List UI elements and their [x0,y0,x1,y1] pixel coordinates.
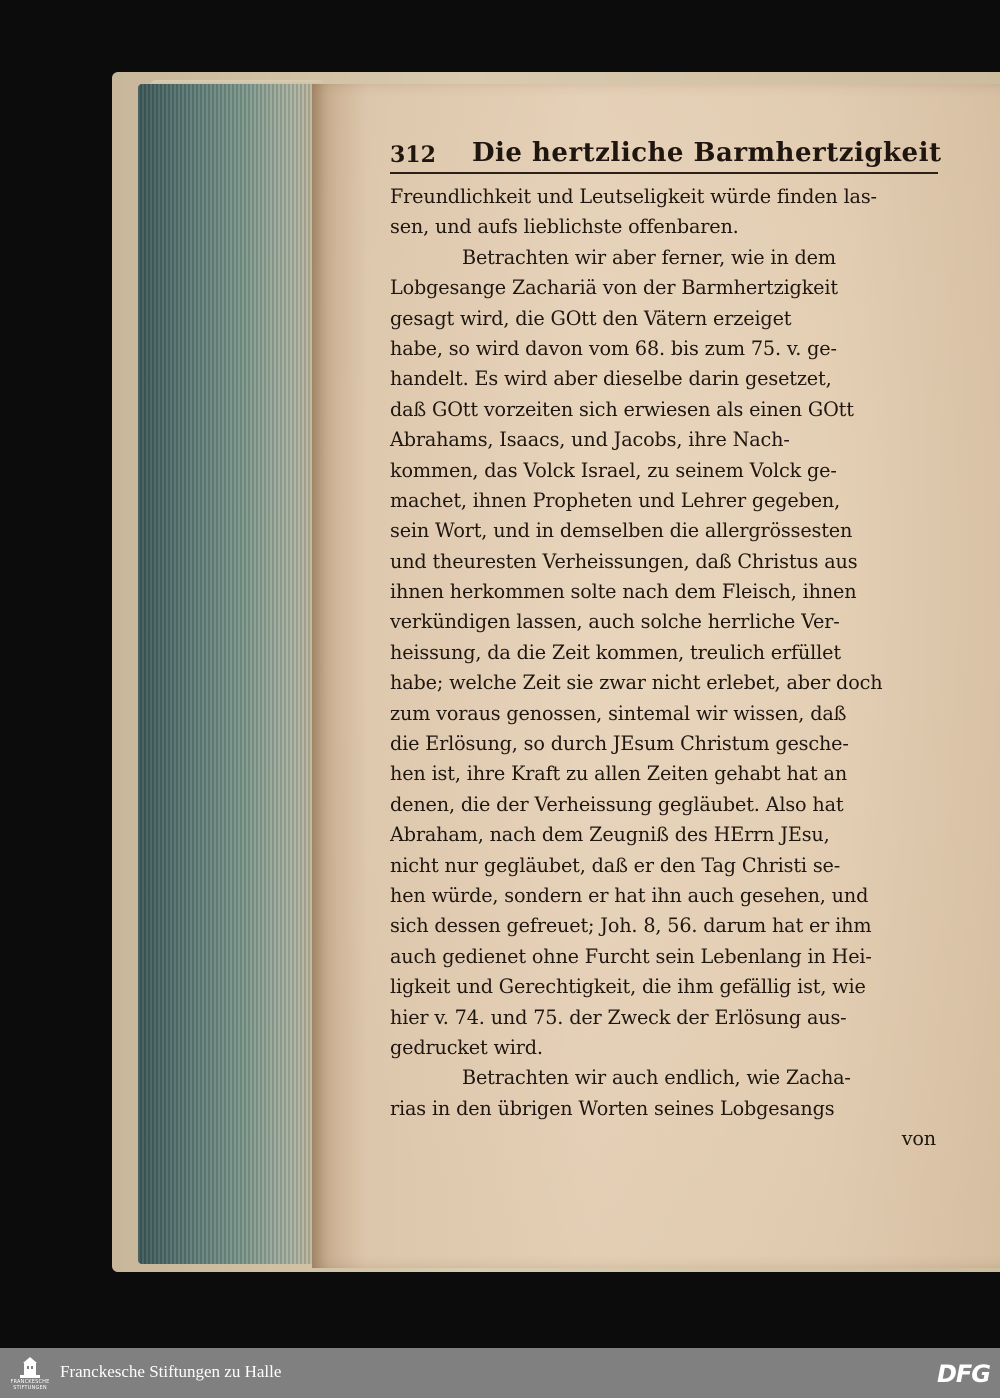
logo-caption: FRANCKESCHE STIFTUNGEN [10,1379,50,1391]
text-line: Freundlichkeit und Leutseligkeit würde finden las- [390,185,877,208]
text-line: Lobgesange Zachariä von der Barmhertzigkeit [390,276,838,300]
text-line: denen, die der Verheissung gegläubet. Also hat [390,792,844,816]
text-line: hen würde, sondern er hat ihn auch gesehen, und [390,883,869,907]
text-line: hier v. 74. und 75. der Zweck der Erlösung aus- [390,1005,847,1029]
footer-bar [0,1348,1000,1398]
text-line: und theuresten Verheissungen, daß Christus aus [390,549,858,573]
header-rule [390,172,938,174]
text-line: Betrachten wir auch endlich, wie Zacha- [462,1066,851,1090]
text-line: verkündigen lassen, auch solche herrliche Ver- [390,610,840,634]
page-header [390,132,950,174]
text-line: kommen, das Volck Israel, zu seinem Volck ge- [390,458,837,482]
text-line: handelt. Es wird aber dieselbe darin gesetzet, [390,367,832,391]
text-line: nicht nur gegläubet, daß er den Tag Christi se- [390,853,841,877]
text-line: Abrahams, Isaacs, und Jacobs, ihre Nach- [390,428,790,452]
text-line: heissung, da die Zeit kommen, treulich erfüllet [390,640,841,664]
institution-name: Franckesche Stiftungen zu Halle [60,1362,282,1381]
text-line: habe, so wird davon vom 68. bis zum 75. v. ge- [390,336,837,360]
page-number: 312 [390,142,436,168]
text-line: daß GOtt vorzeiten sich erwiesen als einen GOtt [390,397,854,421]
text-line: gedrucket wird. [390,1035,543,1059]
text-line: sein Wort, und in demselben die allergrössesten [390,519,853,543]
text-line: Abraham, nach dem Zeugniß des HErrn JEsu, [390,823,830,847]
text-line: die Erlösung, so durch JEsum Christum gesche- [390,732,849,756]
text-line: ihnen herkommen solte nach dem Fleisch, ihnen [390,580,857,604]
text-line: sich dessen gefreuet; Joh. 8, 56. darum hat er ihm [390,914,872,938]
text-line: auch gedienet ohne Furcht sein Lebenlang in Hei- [390,944,872,968]
text-line: habe; welche Zeit sie zwar nicht erlebet, aber doch [390,671,883,695]
text-line: sen, und aufs lieblichste offenbaren. [390,215,739,239]
page-content [390,132,952,1151]
running-title: Die hertzliche Barmhertzigkeit [472,138,942,168]
text-line: zum voraus genossen, sintemal wir wissen, daß [390,701,847,725]
text-line: ligkeit und Gerechtigkeit, die ihm gefällig ist, wie [390,975,866,999]
text-line: rias in den übrigen Worten seines Lobgesangs [390,1096,835,1120]
text-line: machet, ihnen Propheten und Lehrer gegeben, [390,488,841,512]
text-line: Betrachten wir aber ferner, wie in dem [462,245,836,269]
body-text [390,182,950,1155]
text-line: gesagt wird, die GOtt den Vätern erzeiget [390,306,792,330]
text-line: hen ist, ihre Kraft zu allen Zeiten gehabt hat an [390,762,848,786]
dfg-logo[interactable]: DFG [936,1360,990,1388]
printed-page [312,84,1000,1268]
catchword: von [901,1127,936,1151]
page-block-fore-edge [138,84,318,1264]
